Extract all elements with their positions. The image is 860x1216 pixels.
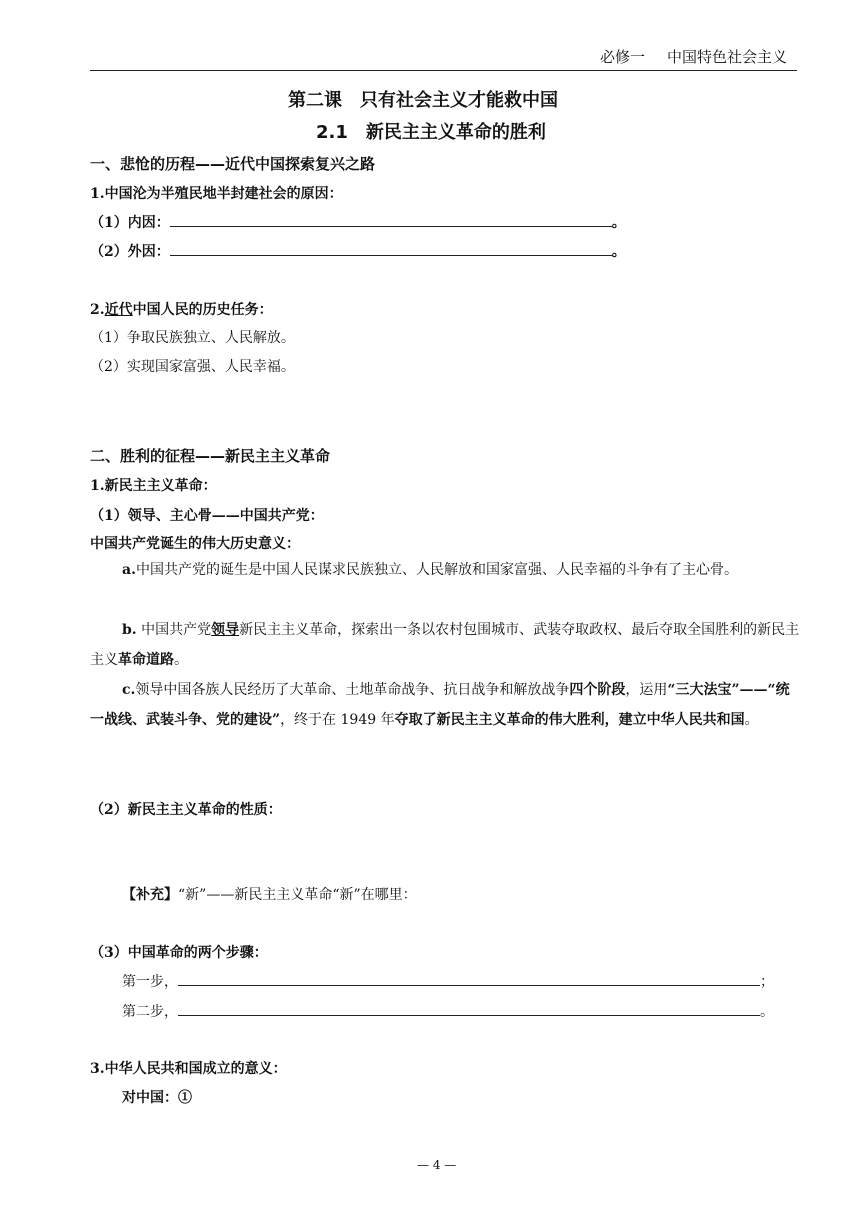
point-b-bold2: 革命道路 — [118, 652, 174, 668]
section-title: 2.1 新民主主义革命的胜利 — [316, 122, 546, 143]
point-b-text3: 。 — [174, 652, 188, 668]
page-number: — 4 — — [417, 1158, 457, 1172]
part2-q1-1: （1）领导、主心骨——中国共产党： — [90, 508, 324, 524]
supplement — [122, 884, 417, 904]
point-c-bold2: “三大法宝”——“统一战线、武装斗争、党的建设” — [90, 682, 790, 728]
point-c-text3: ，终于在 1949 年 — [280, 712, 395, 728]
supplement-label: 【补充】 — [122, 887, 178, 903]
answer-line-external[interactable] — [170, 241, 612, 256]
point-b-text1: 中国共产党 — [136, 622, 212, 638]
step-two — [122, 1001, 774, 1021]
lesson-title: 第二课 只有社会主义才能救中国 — [288, 90, 558, 111]
point-c-label: c. — [122, 682, 136, 698]
part1-q1a — [90, 212, 626, 232]
part2-heading: 二、胜利的征程——新民主主义革命 — [90, 447, 331, 465]
q2-rest: 中国人民的历史任务： — [132, 302, 273, 318]
part2-q1-2: （2）新民主主义革命的性质： — [90, 802, 282, 818]
period-mark: 。 — [611, 244, 626, 260]
q2-prefix: 2. — [90, 302, 105, 318]
header-rule — [90, 70, 797, 71]
header-course-label: 必修一 — [600, 48, 646, 66]
step-two-end: 。 — [760, 1004, 774, 1020]
part2-q1-3: （3）中国革命的两个步骤： — [90, 945, 268, 961]
point-c-text1: 领导中国各族人民经历了大革命、土地革命战争、抗日战争和解放战争 — [135, 682, 570, 698]
part1-q1: 1.中国沦为半殖民地半封建社会的原因： — [90, 186, 343, 202]
point-b-bold: 领导 — [211, 622, 240, 638]
step-one-end: ； — [760, 974, 774, 990]
part1-q2 — [90, 299, 273, 319]
point-a-text: 中国共产党的诞生是中国人民谋求民族独立、人民解放和国家富强、人民幸福的斗争有了主心骨。 — [135, 562, 738, 578]
step-one-label: 第一步， — [122, 974, 178, 990]
point-c-text4: 。 — [744, 712, 759, 728]
answer-line-step1[interactable] — [178, 971, 760, 986]
point-b-text2: 新民主主义革命，探索出一条以农村包围城市、武装夺取政权、最后夺取全国胜利的新民主主义 — [90, 622, 800, 668]
q1b-label: （2）外因： — [90, 244, 170, 260]
part2-q3a: 对中国：① — [122, 1090, 192, 1106]
point-c — [90, 675, 800, 735]
point-a — [90, 555, 800, 585]
point-c-bold3: 夺取了新民主主义革命的伟大胜利，建立中华人民共和国 — [394, 712, 745, 728]
point-b — [90, 615, 800, 675]
step-one — [122, 971, 774, 991]
part1-q1b — [90, 241, 626, 261]
point-a-label: a. — [122, 562, 136, 578]
header-book-label: 中国特色社会主义 — [667, 48, 788, 66]
part2-q1: 1.新民主主义革命： — [90, 478, 217, 494]
point-b-label: b. — [122, 622, 137, 638]
header-course — [600, 46, 787, 67]
part1-q2a: （1）争取民族独立、人民解放。 — [90, 330, 295, 346]
answer-line-internal[interactable] — [170, 212, 612, 227]
point-c-text2: ，运用 — [625, 682, 668, 698]
part1-heading: 一、悲怆的历程——近代中国探索复兴之路 — [90, 155, 376, 173]
point-c-bold1: 四个阶段 — [569, 682, 626, 698]
q2-underlined: 近代 — [104, 302, 133, 318]
step-two-label: 第二步， — [122, 1004, 178, 1020]
party-significance: 中国共产党诞生的伟大历史意义： — [90, 536, 300, 552]
part2-q3: 3.中华人民共和国成立的意义： — [90, 1061, 287, 1077]
period-mark: 。 — [611, 215, 626, 231]
supplement-text: “新”——新民主主义革命“新”在哪里： — [178, 887, 417, 903]
answer-line-step2[interactable] — [178, 1001, 760, 1016]
part1-q2b: （2）实现国家富强、人民幸福。 — [90, 359, 295, 375]
q1a-label: （1）内因： — [90, 215, 170, 231]
